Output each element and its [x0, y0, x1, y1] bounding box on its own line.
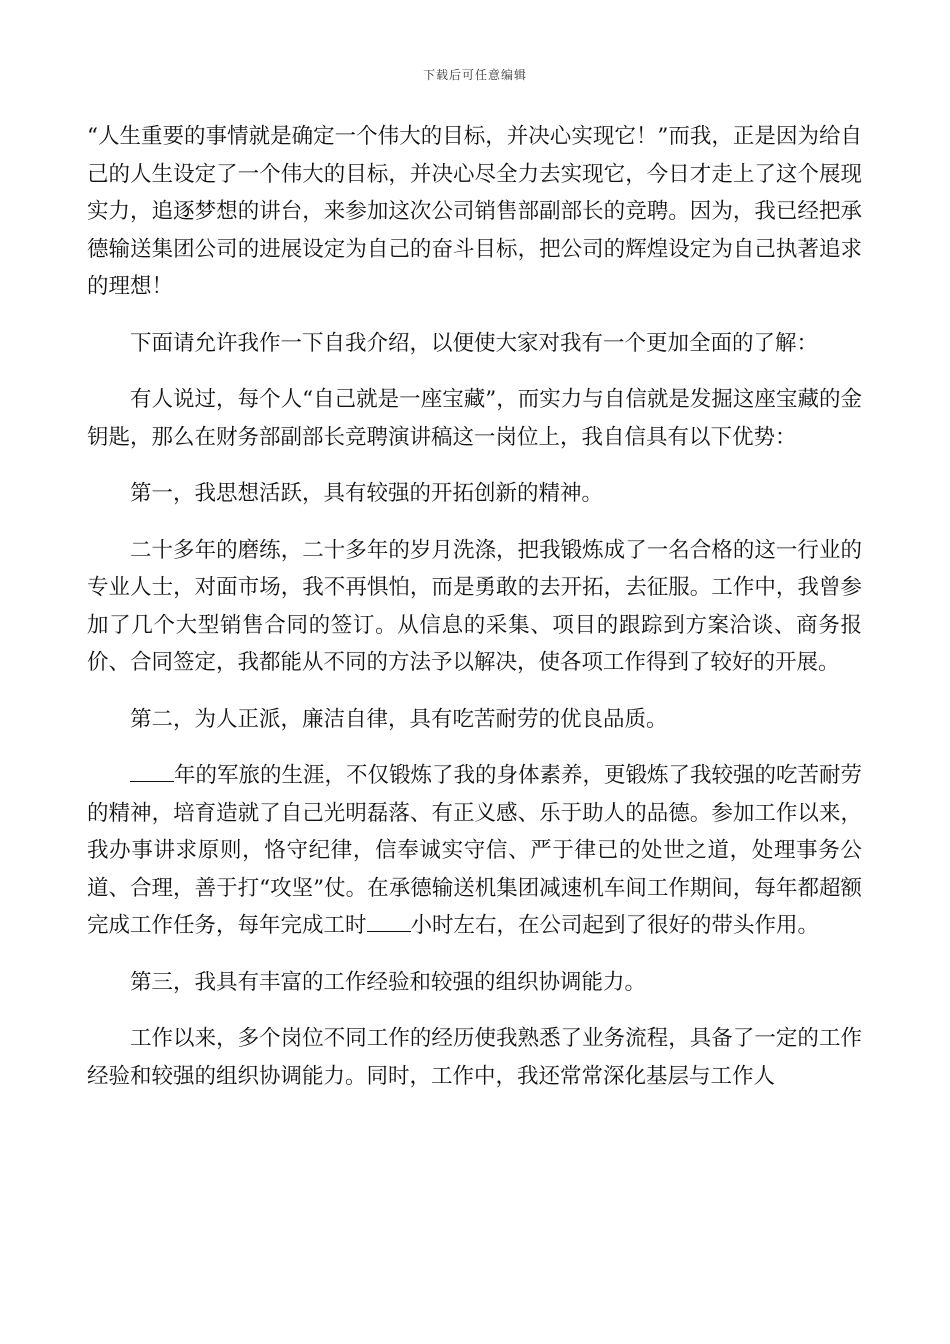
paragraph-point-one-heading: 第一，我思想活跃，具有较强的开拓创新的精神。 [130, 481, 604, 506]
fill-in-blank [367, 912, 411, 932]
fill-in-blank [130, 762, 174, 782]
paragraph-goal-quote: “人生重要的事情就是确定一个伟大的目标，并决心实现它！”而我，正是因为给自己的人生设定了一个伟大的目标，并决心尽全力去实现它，今日才走上了这个展现实力，追逐梦想的讲台，来参加这次公司销售部副部长的竞聘。因为，我已经把承德输送集团公司的进展设定为自己的奋斗目标，把公司的辉煌设定为自己执著追求的理想！ [87, 124, 862, 299]
document-body [87, 118, 862, 1095]
paragraph-text-segment: 年的军旅的生涯，不仅锻炼了我的身体素养，更锻炼了我较强的吃苦耐劳的精神，培育造就了自己光明磊落、有正义感、乐于助人的品德。参加工作以来，我办事讲求原则，恪守纪律，信奉诚实守信、严于律已的处世之道，处理事务公道、合理，善于打“攻坚”仗。在承德输送机集团减速机车间工作期间，每年都超额完成工作任务，每年完成工时 [87, 763, 863, 938]
paragraph-point-one-body: 二十多年的磨练，二十多年的岁月洗涤，把我锻炼成了一名合格的这一行业的专业人士，对面市场，我不再惧怕，而是勇敢的去开拓，去征服。工作中，我曾参加了几个大型销售合同的签订。从信息的采集、项目的跟踪到方案洽谈、商务报价、合同签定，我都能从不同的方法予以解决，使各项工作得到了较好的开展。 [87, 537, 862, 675]
paragraph-point-two-heading: 第二，为人正派，廉洁自律，具有吃苦耐劳的优良品质。 [130, 706, 668, 732]
paragraph-self-intro: 下面请允许我作一下自我介绍，以便使大家对我有一个更加全面的了解： [130, 330, 819, 356]
paragraph-point-three-heading: 第三，我具有丰富的工作经验和较强的组织协调能力。 [130, 969, 647, 995]
paragraph-treasure: 有人说过，每个人“自己就是一座宝藏”，而实力与自信就是发掘这座宝藏的金钥匙，那么在财务部副部长竞聘演讲稿这一岗位上，我自信具有以下优势： [87, 387, 862, 450]
paragraph-point-three-body: 工作以来，多个岗位不同工作的经历使我熟悉了业务流程，具备了一定的工作经验和较强的组织协调能力。同时，工作中，我还常常深化基层与工作人 [87, 1026, 862, 1089]
paragraph-point-two-body [87, 757, 862, 945]
paragraph-text-segment: 小时左右，在公司起到了很好的带头作用。 [410, 913, 820, 938]
page-header: 下载后可任意编辑 [422, 68, 527, 82]
